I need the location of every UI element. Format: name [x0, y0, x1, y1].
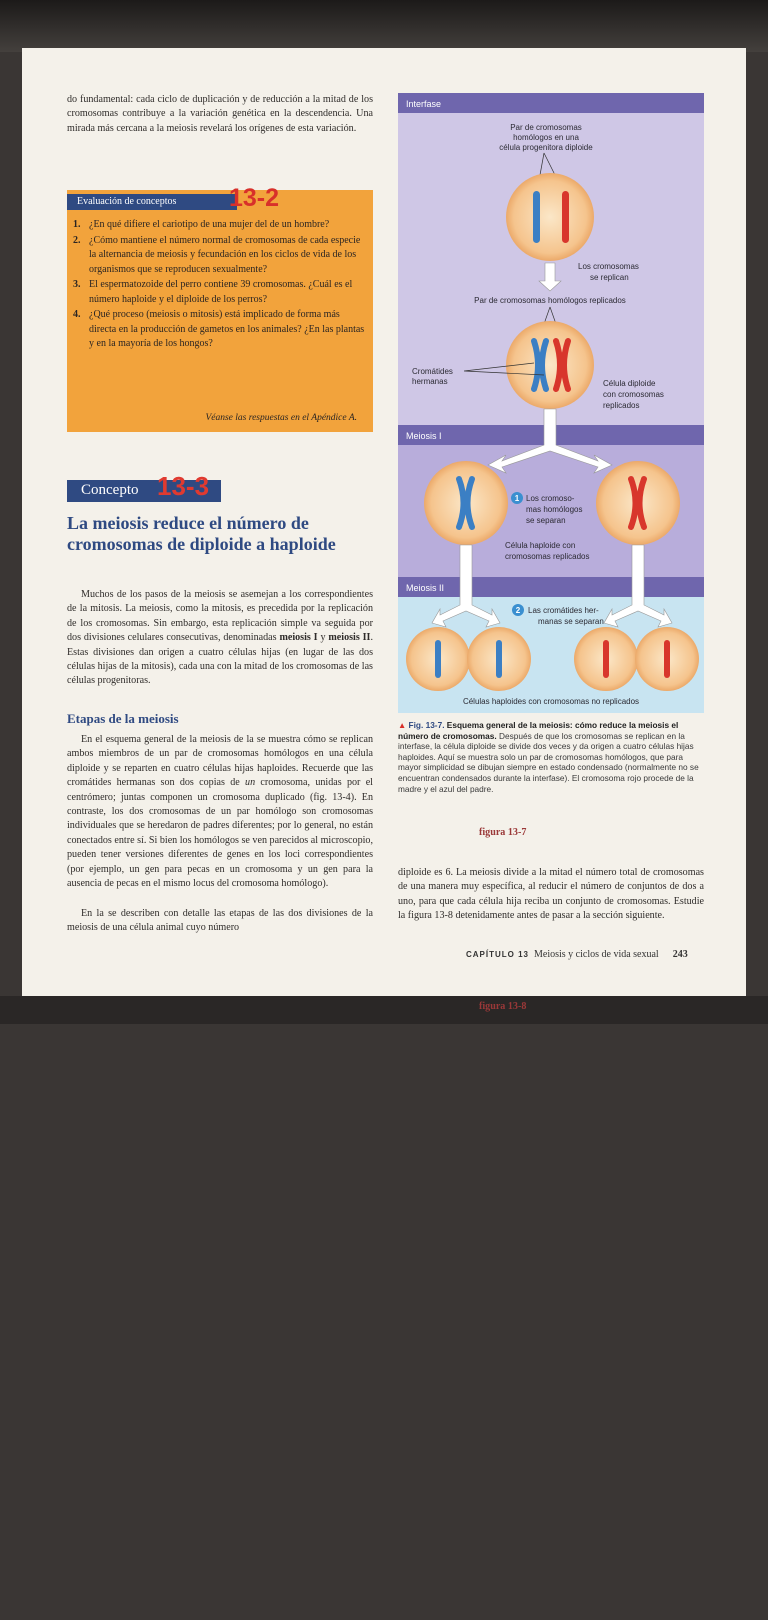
chromosome-red: [603, 640, 609, 678]
figure-caption: [398, 720, 704, 794]
review-number: 13-2: [229, 184, 280, 212]
label-pair-1: Par de cromosomas: [510, 123, 582, 132]
text-run: . Estas divisiones dan origen a cuatro células hijas (en lugar de las dos células hijas de la mitosis), cada una con la mitad de los cromosomas de las células progenitoras.: [67, 632, 374, 687]
chromosome-blue: [435, 640, 441, 678]
chromosome-blue: [533, 191, 540, 243]
page-footer: [466, 949, 688, 960]
interfase-title-bar: [398, 93, 704, 113]
concept-label: Concepto: [81, 482, 139, 498]
term-meiosis-1: meiosis I: [279, 632, 318, 644]
question-text: ¿En qué difiere el cariotipo de una mujer del de un hombre?: [89, 219, 330, 230]
label-chromatids-1: Cromátides: [412, 367, 453, 376]
label-diploid-3: replicados: [603, 401, 640, 410]
text-run: cromosoma, unidas por el centrómero; juntas componen un cromosoma duplicado (fig. 13-4). En contraste, los dos cromosomas de un par homólogo son cromosomas individuales que se heredaron de padres diferentes; por lo general, no están conectados entre sí. Si bien los homólogos se ven parecidos al microscopio, pueden tener versiones diferentes de genes en los loci correspondientes (por ejemplo, un gen para pecas en un cromosoma y un gen para la ausencia de pecas en el mismo locus del cromosoma homólogo).: [67, 777, 373, 890]
concept-number: 13-3: [157, 471, 210, 501]
concept-badge: [67, 471, 221, 502]
review-question: [73, 218, 365, 233]
intro-paragraph: do fundamental: cada ciclo de duplicación y de reducción a la mitad de los cromosomas contribuye a la variación genética en la descendencia. Una mirada más cercana a la meiosis revelará los orígenes de esta variación.: [67, 94, 373, 134]
body-paragraph-4: diploide es 6. La meiosis divide a la mitad el número total de cromosomas de una manera muy específica, al reducir el número de conjuntos de dos a uno, para que cada célula hija reciba un conjunto de cromosomas. Estudie la figura 13-8 detenidamente antes de pasar a la sección siguiente.: [398, 867, 704, 922]
review-header: [67, 184, 373, 212]
progenitor-cell: [506, 173, 594, 261]
label-final: Células haploides con cromosomas no replicados: [462, 697, 640, 706]
review-question: [73, 234, 365, 278]
band-meiosis2: Meiosis II: [406, 583, 445, 593]
question-number: 4.: [73, 309, 81, 320]
label-sisters-2: manas se separan: [538, 617, 604, 626]
caption-body: Después de que los cromosomas se replican en la interfase, la célula diploide se divide dos veces y da origen a cuatro células hijas haploides. Aquí se muestra solo un par de cromosomas homólogos, que para mayor simplicidad se dibujan siempre en estado condensado (normalmente no se encuentran condensados durante la interfase). El cromosoma rojo procede de la madre y el azul del padre.: [398, 730, 699, 794]
step-2-number: 2: [515, 606, 521, 615]
label-replicate-2: se replican: [590, 273, 629, 282]
question-number: 1.: [73, 219, 81, 230]
chromosome-red: [664, 640, 670, 678]
meiosis-figure: [398, 93, 704, 713]
text-run: En la: [81, 908, 109, 919]
review-question: [73, 308, 365, 352]
band-meiosis1: Meiosis I: [406, 431, 442, 441]
review-label: Evaluación de conceptos: [67, 194, 237, 210]
text-run: En el esquema general de la meiosis de la: [81, 734, 257, 745]
label-pair-2: homólogos en una: [513, 133, 579, 142]
label-separate-3: se separan: [526, 516, 566, 525]
label-replicate-1: Los cromosomas: [578, 262, 639, 271]
review-answers-note: Véanse las respuestas en el Apéndice A.: [205, 413, 357, 423]
concept-review-box: [67, 184, 373, 432]
review-question: [73, 278, 365, 307]
band-interfase: Interfase: [406, 99, 442, 109]
caption-figure-number: Fig. 13-7.: [408, 720, 445, 730]
page-top-shadow: [0, 0, 768, 52]
footer-title: Meiosis y ciclos de vida sexual: [534, 949, 659, 960]
label-haploid-2: cromosomas replicados: [505, 552, 590, 561]
review-questions: [73, 218, 365, 353]
term-meiosis-2: meiosis II: [328, 632, 371, 644]
caption-title: Esquema general de la meiosis: cómo reduce la meiosis el número de cromosomas.: [398, 720, 679, 741]
label-pair-3: célula progenitora diploide: [499, 143, 593, 152]
figure-reference: figura 13-8: [479, 1001, 527, 1012]
body-paragraph-1: [67, 588, 373, 689]
body-paragraph-2: [67, 733, 527, 891]
question-text: El espermatozoide del perro contiene 39 cromosomas. ¿Cuál es el número haploide y el diploide de los perros?: [89, 279, 353, 305]
footer-chapter: CAPÍTULO 13: [466, 950, 530, 959]
text-run: y: [317, 632, 329, 644]
question-number: 2.: [73, 234, 81, 246]
label-sisters-1: Las cromátides her-: [528, 606, 599, 615]
text-run: Muchos de los pasos de la meiosis se asemejan a los correspondientes de la mitosis. La meiosis, como la mitosis, es precedida por la replicación de los cromosomas. Sin embargo, esta replicación simple va seguida por dos divisiones celulares consecutivas, denominadas: [67, 589, 373, 644]
section-heading: Etapas de la meiosis: [67, 711, 179, 726]
caption-triangle-icon: ▲: [398, 720, 409, 730]
question-number: 3.: [73, 279, 81, 290]
label-separate-2: mas homólogos: [526, 505, 583, 514]
chromosome-red: [562, 191, 569, 243]
label-paired: Par de cromosomas homólogos replicados: [474, 296, 626, 305]
chromosome-blue: [496, 640, 502, 678]
question-text: ¿Qué proceso (meiosis o mitosis) está implicado de forma más directa en la producción de gametos en los animales? ¿En las plantas y en la mayoría de los hongos?: [89, 309, 365, 349]
text-run: se muestra cómo se replican ambos miembros de un par de cromosomas homólogos en una célula diploide y se reparten en cuatro células hijas haploides. Recuerde que las cromátides hermanas son dos copias de: [67, 734, 373, 789]
label-haploid-1: Célula haploide con: [505, 541, 576, 550]
label-diploid-2: con cromosomas: [603, 390, 664, 399]
concept-title: La meiosis reduce el número de cromosomas de diploide a haploide: [67, 513, 336, 554]
step-1-number: 1: [514, 494, 520, 503]
emphasis: un: [245, 777, 256, 789]
page-number: 243: [672, 949, 688, 960]
label-diploid-1: Célula diploide: [603, 379, 656, 388]
label-chromatids-2: hermanas: [412, 377, 448, 386]
question-text: ¿Cómo mantiene el número normal de cromosomas de cada especie la alternancia de meiosis y fecundación en los ciclos de vida de los organismos que se reproducen sexualmente?: [89, 234, 361, 275]
label-separate-1: Los cromoso-: [526, 494, 575, 503]
text-run: se describen con detalle las etapas de las dos divisiones de la meiosis de una célula animal cuyo número: [67, 908, 374, 934]
figure-reference: figura 13-7: [479, 827, 527, 838]
